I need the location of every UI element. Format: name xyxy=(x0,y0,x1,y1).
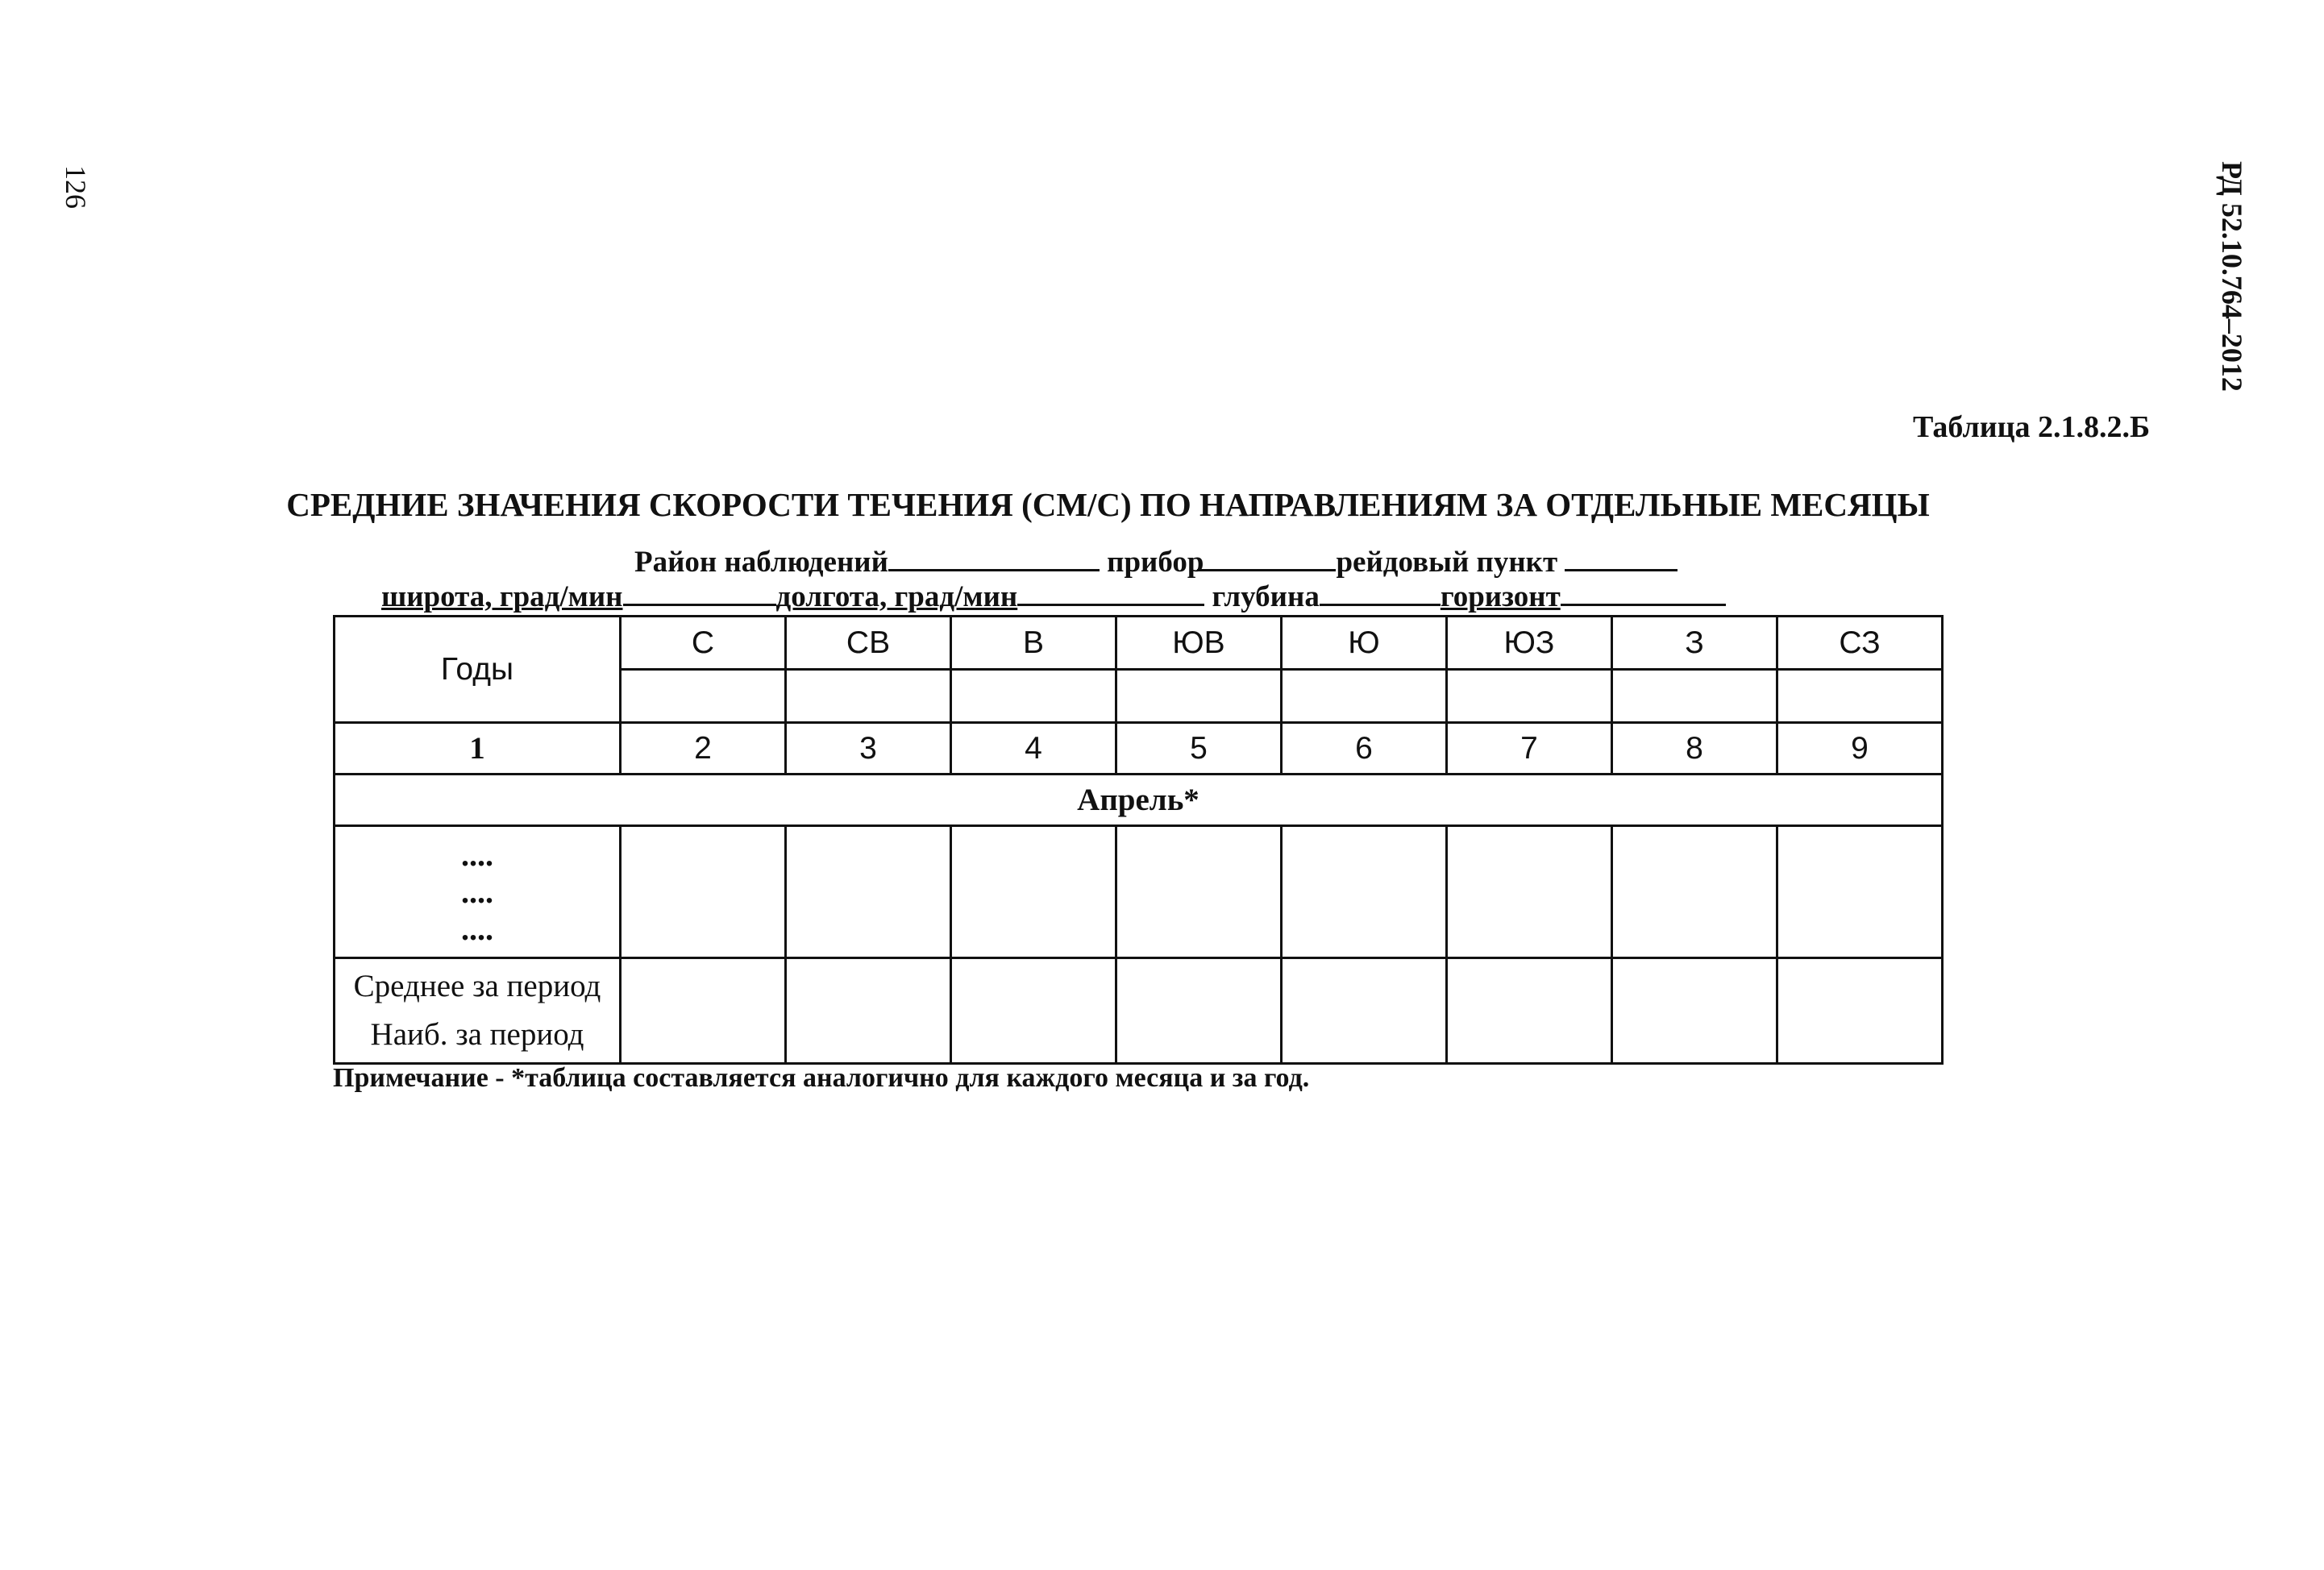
data-cell xyxy=(1777,958,1943,1064)
column-number: 6 xyxy=(1282,723,1447,775)
placeholder-dots: .... xyxy=(461,873,493,910)
data-cell xyxy=(951,958,1116,1064)
data-cell xyxy=(1282,826,1447,958)
blank-cell xyxy=(1777,670,1943,723)
data-cell xyxy=(1116,826,1282,958)
data-cell xyxy=(1116,958,1282,1064)
data-cell xyxy=(1447,826,1612,958)
field-longitude-blank xyxy=(1017,603,1204,606)
data-cell xyxy=(621,826,786,958)
blank-cell xyxy=(786,670,951,723)
data-cell xyxy=(1612,826,1777,958)
column-number: 1 xyxy=(335,723,621,775)
field-roadstead-blank xyxy=(1565,568,1678,571)
header-direction: С xyxy=(621,617,786,670)
field-district-label: Район наблюдений xyxy=(634,546,888,579)
month-section-row xyxy=(335,775,1943,826)
field-instrument-label: прибор xyxy=(1107,546,1204,579)
field-depth-blank xyxy=(1320,603,1441,606)
header-direction: В xyxy=(951,617,1116,670)
blank-cell xyxy=(1612,670,1777,723)
blank-cell xyxy=(621,670,786,723)
summary-row xyxy=(335,958,1943,1064)
data-row-placeholder xyxy=(335,826,1943,958)
column-number: 4 xyxy=(951,723,1116,775)
field-horizon-label: горизонт xyxy=(1440,580,1561,613)
field-longitude-label: долгота, град/мин xyxy=(775,580,1018,613)
header-row-directions xyxy=(335,617,1943,670)
column-number: 2 xyxy=(621,723,786,775)
blank-cell xyxy=(951,670,1116,723)
field-latitude-blank xyxy=(623,603,776,606)
table-number: Таблица 2.1.8.2.Б xyxy=(1913,410,2151,444)
field-roadstead-label: рейдовый пункт xyxy=(1336,546,1558,579)
velocity-table xyxy=(333,615,1944,1065)
column-number: 5 xyxy=(1116,723,1282,775)
table-note: Примечание - *таблица составляется аналогично для каждого месяца и за год. xyxy=(333,1063,1310,1093)
field-horizon-blank xyxy=(1561,603,1726,606)
header-direction: СВ xyxy=(786,617,951,670)
header-direction: З xyxy=(1612,617,1777,670)
data-cell xyxy=(1447,958,1612,1064)
summary-max-label: Наиб. за период xyxy=(370,1017,584,1052)
header-direction: ЮЗ xyxy=(1447,617,1612,670)
data-cell xyxy=(1612,958,1777,1064)
blank-cell xyxy=(1116,670,1282,723)
data-cell xyxy=(786,958,951,1064)
blank-cell xyxy=(1282,670,1447,723)
header-direction: СЗ xyxy=(1777,617,1943,670)
summary-mean-label: Среднее за период xyxy=(353,969,601,1003)
placeholder-dots: .... xyxy=(461,836,493,873)
column-number: 8 xyxy=(1612,723,1777,775)
month-section-label: Апрель* xyxy=(335,775,1943,826)
column-number: 9 xyxy=(1777,723,1943,775)
column-number-row xyxy=(335,723,1943,775)
year-placeholder-cell xyxy=(335,826,621,958)
header-direction: Ю xyxy=(1282,617,1447,670)
blank-cell xyxy=(1447,670,1612,723)
fields-line-1 xyxy=(634,545,1678,579)
field-district-blank xyxy=(888,568,1100,571)
data-cell xyxy=(621,958,786,1064)
field-latitude-label: широта, град/мин xyxy=(381,580,623,613)
fields-line-2 xyxy=(381,579,1726,614)
column-number: 3 xyxy=(786,723,951,775)
data-cell xyxy=(1282,958,1447,1064)
placeholder-dots: .... xyxy=(461,910,493,947)
data-cell xyxy=(786,826,951,958)
column-number: 7 xyxy=(1447,723,1612,775)
header-direction: ЮВ xyxy=(1116,617,1282,670)
field-instrument-blank xyxy=(1197,568,1336,571)
summary-labels-cell xyxy=(335,958,621,1064)
data-cell xyxy=(951,826,1116,958)
table-title: СРЕДНИЕ ЗНАЧЕНИЯ СКОРОСТИ ТЕЧЕНИЯ (СМ/С) ПО НАПРАВЛЕНИЯМ ЗА ОТДЕЛЬНЫЕ МЕСЯЦЫ xyxy=(286,486,1930,523)
document-code: РД 52.10.764–2012 xyxy=(2216,161,2248,392)
data-cell xyxy=(1777,826,1943,958)
page-number: 126 xyxy=(60,165,92,209)
header-years: Годы xyxy=(335,617,621,723)
field-depth-label: глубина xyxy=(1212,580,1320,613)
